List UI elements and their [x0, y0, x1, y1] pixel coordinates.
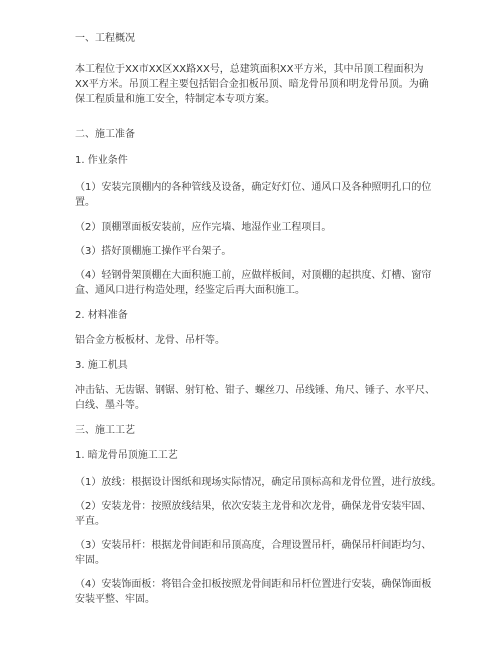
list-item-line: （4）安装饰面板：将铝合金扣板按照龙骨间距和吊杆位置进行安装，确保饰面板: [75, 579, 432, 590]
list-item-line: （2）顶棚罩面板安装前，应作完墙、地湿作业工程项目。: [75, 222, 332, 233]
list-item: [75, 268, 431, 298]
section-3-heading: 三、施工工艺: [75, 425, 135, 436]
subsection-title: 1. 暗龙骨吊顶施工工艺: [75, 450, 178, 461]
list-item-line: （3）搭好顶棚施工操作平台架子。: [75, 246, 232, 257]
list-item: [75, 499, 431, 529]
paragraph-line: 冲击钻、无齿锯、钢锯、射钉枪、钳子、螺丝刀、吊线锤、角尺、锤子、水平尺、: [75, 385, 435, 396]
list-item-line: （3）安装吊杆：根据龙骨间距和吊顶高度，合理设置吊杆，确保吊杆间距均匀、: [75, 540, 432, 551]
section-1-paragraph: [75, 62, 429, 107]
subsection-title: 2. 材料准备: [75, 310, 128, 321]
list-item: [75, 577, 431, 607]
list-item-line: 盒、通风口进行构造处理，经鉴定后再大面积施工。: [75, 285, 305, 296]
paragraph-line: 保工程质量和施工安全，特制定本专项方案。: [75, 94, 275, 105]
paragraph-line: 白线、墨斗等。: [75, 400, 145, 411]
section-1-heading: 一、工程概况: [75, 33, 135, 44]
list-item-line: 牢固。: [75, 555, 105, 566]
list-item-line: 安装平整、牢固。: [75, 594, 155, 605]
list-item: [75, 538, 431, 568]
materials-text: 铝合金方板板材、龙骨、吊杆等。: [75, 335, 225, 346]
list-item: [75, 220, 331, 235]
list-item: [75, 244, 231, 259]
list-item-line: （2）安装龙骨：按照放线结果，依次安装主龙骨和次龙骨，确保龙骨安装牢固、: [75, 501, 432, 512]
list-item-line: （1）放线：根据设计图纸和现场实际情况，确定吊顶标高和龙骨位置，进行放线。: [75, 477, 442, 488]
list-item: [75, 475, 441, 490]
tools-text: [75, 383, 435, 413]
paragraph-line: 本工程位于XX市XX区XX路XX号，总建筑面积XX平方米，其中吊顶工程面积为: [75, 64, 424, 75]
list-item-line: 置。: [75, 197, 95, 208]
list-item: [75, 180, 431, 210]
section-2-heading: 二、施工准备: [75, 129, 135, 140]
list-item-line: （1）安装完顶棚内的各种管线及设备，确定好灯位、通风口及各种照明孔口的位: [75, 182, 432, 193]
subsection-title: 3. 施工机具: [75, 360, 128, 371]
list-item-line: （4）轻钢骨架顶棚在大面积施工前，应做样板间，对顶棚的起拱度、灯槽、窗帘: [75, 270, 432, 281]
paragraph-line: XX平方米。吊顶工程主要包括铝合金扣板吊顶、暗龙骨吊顶和明龙骨吊顶。为确: [75, 79, 429, 90]
subsection-title: 1. 作业条件: [75, 155, 128, 166]
list-item-line: 平直。: [75, 516, 105, 527]
